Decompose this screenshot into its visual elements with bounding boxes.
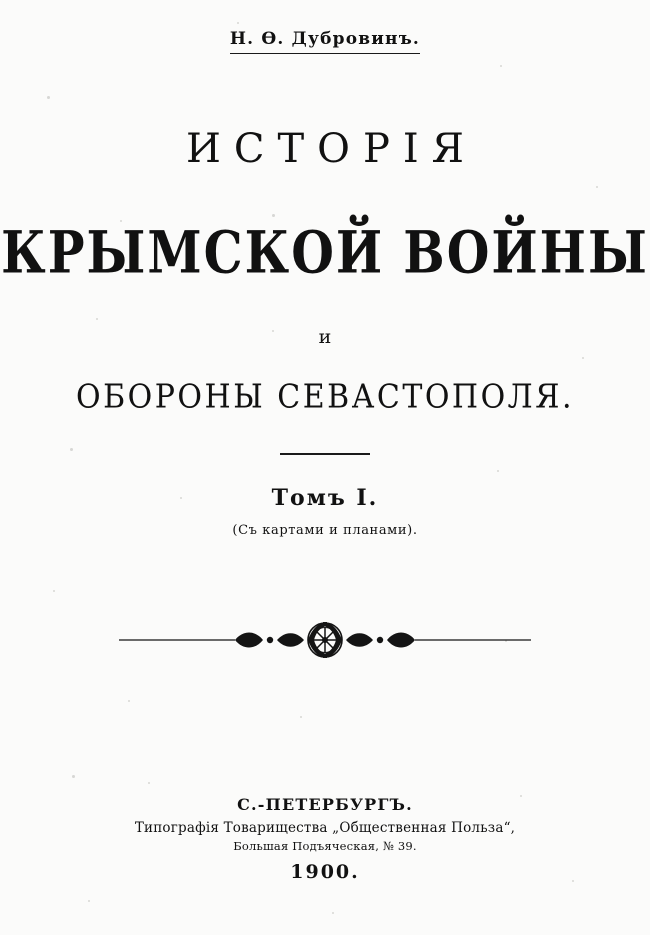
rosette-ornament [115, 618, 535, 662]
imprint-year: 1900. [290, 861, 360, 883]
imprint-printer: Типографія Товарищества „Общественная Польза“, [134, 820, 516, 836]
title-line-1: ИСТОРІЯ [186, 125, 477, 172]
title-line-2: КРЫМСКОЙ ВОЙНЫ [1, 217, 649, 287]
imprint-address: Большая Подъяческая, № 39. [233, 839, 417, 853]
divider-rule [280, 453, 370, 455]
imprint-block [0, 795, 650, 883]
imprint-city: С.-ПЕТЕРБУРГЪ. [237, 795, 413, 814]
volume-note: (Съ картами и планами). [232, 522, 418, 538]
title-line-3: ОБОРОНЫ СЕВАСТОПОЛЯ. [76, 377, 574, 417]
title-conjunction: и [318, 325, 332, 348]
author-name: Н. Ѳ. Дубровинъ. [230, 30, 420, 54]
volume-label: Томъ I. [271, 484, 379, 511]
